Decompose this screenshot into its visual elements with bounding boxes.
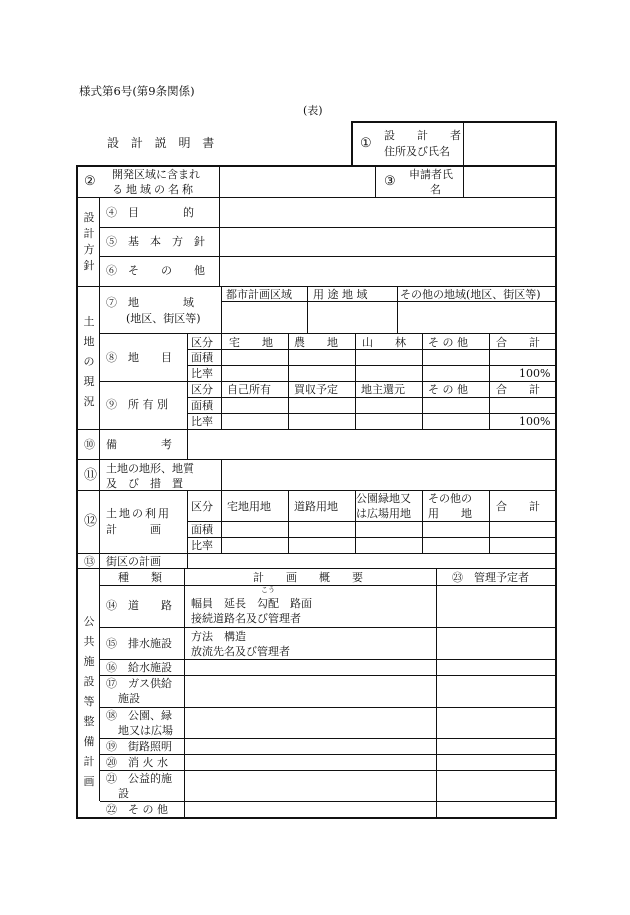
landuse-col-park-line1: 公園緑地又 — [356, 492, 411, 505]
page-side: (表) — [303, 104, 323, 117]
col-type-header: 種 類 — [118, 571, 162, 584]
public-facilities-section: 公共施設等整備計画 — [83, 615, 95, 788]
landuse-col-total: 合 計 — [496, 500, 540, 513]
gas-label-line2: 施設 — [118, 692, 140, 705]
block-plan-value[interactable] — [189, 555, 554, 567]
area-name-label-line1: 開発区域に含まれ — [112, 168, 200, 181]
public-other-label: ㉒ そ の 他 — [106, 803, 168, 816]
owner-col-total: 合 計 — [496, 383, 540, 396]
region-col-other: その他の地域(地区、街区等) — [400, 288, 541, 301]
applicant-value[interactable] — [465, 167, 553, 196]
owner-area-row: 面積 — [191, 399, 213, 412]
owner-col-purchase: 買収予定 — [294, 383, 338, 396]
terrain-label-line2: 及 び 措 置 — [106, 477, 183, 490]
road-desc-line2: 接続道路名及び管理者 — [191, 612, 301, 625]
landuse-ratio-row: 比率 — [191, 539, 213, 552]
purpose-value[interactable] — [221, 199, 554, 226]
chimoku-label: ⑧ 地 目 — [106, 351, 172, 364]
water-label: ⑯ 給水施設 — [106, 661, 172, 674]
terrain-value[interactable] — [223, 461, 554, 489]
landuse-col-road: 道路用地 — [294, 500, 338, 513]
form-number: 様式第6号(第9条関係) — [79, 84, 195, 98]
chimoku-col-other: そ の 他 — [428, 336, 468, 349]
landuse-col-residential: 宅地用地 — [227, 500, 271, 513]
region-col-zoning: 用 途 地 域 — [313, 288, 368, 301]
chimoku-col-total: 合 計 — [496, 336, 540, 349]
drain-desc-line2: 放流先名及び管理者 — [191, 645, 290, 658]
designer-value[interactable] — [465, 123, 553, 164]
chimoku-ratio-row: 比率 — [191, 367, 213, 380]
region-label-line1: ⑦ 地 域 — [106, 296, 194, 309]
col-outline-header: 計 画 概 要 — [253, 571, 363, 584]
block-plan-label: ⑬ 街区の計画 — [84, 555, 161, 568]
area-name-number: ② — [84, 174, 96, 189]
remarks-value[interactable] — [189, 431, 554, 458]
landuse-col-park-line2: は広場用地 — [356, 507, 411, 520]
applicant-label-line2: 名 — [430, 183, 441, 196]
purpose-label: ④ 目 的 — [106, 206, 194, 219]
owner-ratio-row: 比率 — [191, 415, 213, 428]
land-status-section: 土地の現況 — [83, 315, 95, 408]
document-title: 設 計 説 明 書 — [107, 136, 219, 150]
terrain-number: ⑪ — [84, 468, 98, 483]
remarks-label: ⑩ 備 考 — [84, 438, 172, 451]
owner-col-own: 自己所有 — [227, 383, 271, 396]
region-col-city: 都市計画区域 — [226, 288, 292, 301]
street-light-label: ⑲ 街路照明 — [106, 740, 172, 753]
ownership-label: ⑨ 所 有 別 — [106, 398, 168, 411]
designer-number: ① — [360, 136, 372, 151]
landuse-col-other-line2: 用 地 — [428, 507, 472, 520]
owner-col-return: 地主還元 — [361, 383, 405, 396]
owner-col-other: そ の 他 — [428, 383, 468, 396]
road-desc-line1: 幅員 延長 勾配 路面 — [191, 597, 312, 610]
road-label: ⑭ 道 路 — [106, 599, 172, 612]
owner-col-kubun: 区分 — [191, 383, 213, 396]
landuse-label-line1: 土地の利用 — [106, 507, 171, 520]
area-name-value[interactable] — [221, 167, 373, 196]
landuse-area-row: 面積 — [191, 523, 213, 536]
design-policy-section: 設計方針 — [83, 211, 95, 272]
park-label-line1: ⑱ 公園、緑 — [106, 709, 172, 722]
chimoku-total-ratio: 100% — [519, 367, 551, 380]
chimoku-area-row: 面積 — [191, 351, 213, 364]
park-label-line2: 地又は広場 — [118, 724, 173, 737]
chimoku-col-residential: 宅 地 — [229, 336, 273, 349]
designer-label-line1: 設 計 者 — [384, 129, 461, 142]
basic-policy-label: ⑤ 基 本 方 針 — [106, 235, 205, 248]
benefit-label-line2: 設 — [118, 787, 129, 800]
benefit-label-line1: ㉑ 公益的施 — [106, 772, 172, 785]
applicant-label-line1: 申請者氏 — [409, 168, 453, 181]
terrain-label-line1: 土地の地形、地質 — [106, 462, 194, 475]
fire-water-label: ⑳ 消 火 水 — [106, 756, 168, 769]
drain-desc-line1: 方法 構造 — [191, 630, 246, 643]
road-ruby: こう — [261, 586, 275, 594]
owner-total-ratio: 100% — [519, 415, 551, 428]
landuse-col-other-line1: その他の — [428, 492, 472, 505]
policy-other-value[interactable] — [221, 257, 554, 285]
basic-policy-value[interactable] — [221, 228, 554, 255]
chimoku-col-kubun: 区分 — [191, 336, 213, 349]
drain-label: ⑮ 排水施設 — [106, 637, 172, 650]
landuse-label-line2: 計 画 — [106, 523, 161, 536]
applicant-number: ③ — [384, 174, 396, 189]
gas-label-line1: ⑰ ガス供給 — [106, 677, 172, 690]
col-manager-header: ㉓ 管理予定者 — [452, 571, 529, 584]
landuse-col-kubun: 区分 — [191, 500, 213, 513]
region-label-line2: (地区、街区等) — [126, 312, 201, 325]
area-name-label-line2: る地域の名称 — [112, 183, 196, 196]
chimoku-col-farm: 農 地 — [294, 336, 338, 349]
landuse-number: ⑫ — [84, 514, 98, 529]
policy-other-label: ⑥ そ の 他 — [106, 264, 205, 277]
designer-label-line2: 住所及び氏名 — [384, 145, 450, 158]
chimoku-col-forest: 山 林 — [362, 336, 406, 349]
